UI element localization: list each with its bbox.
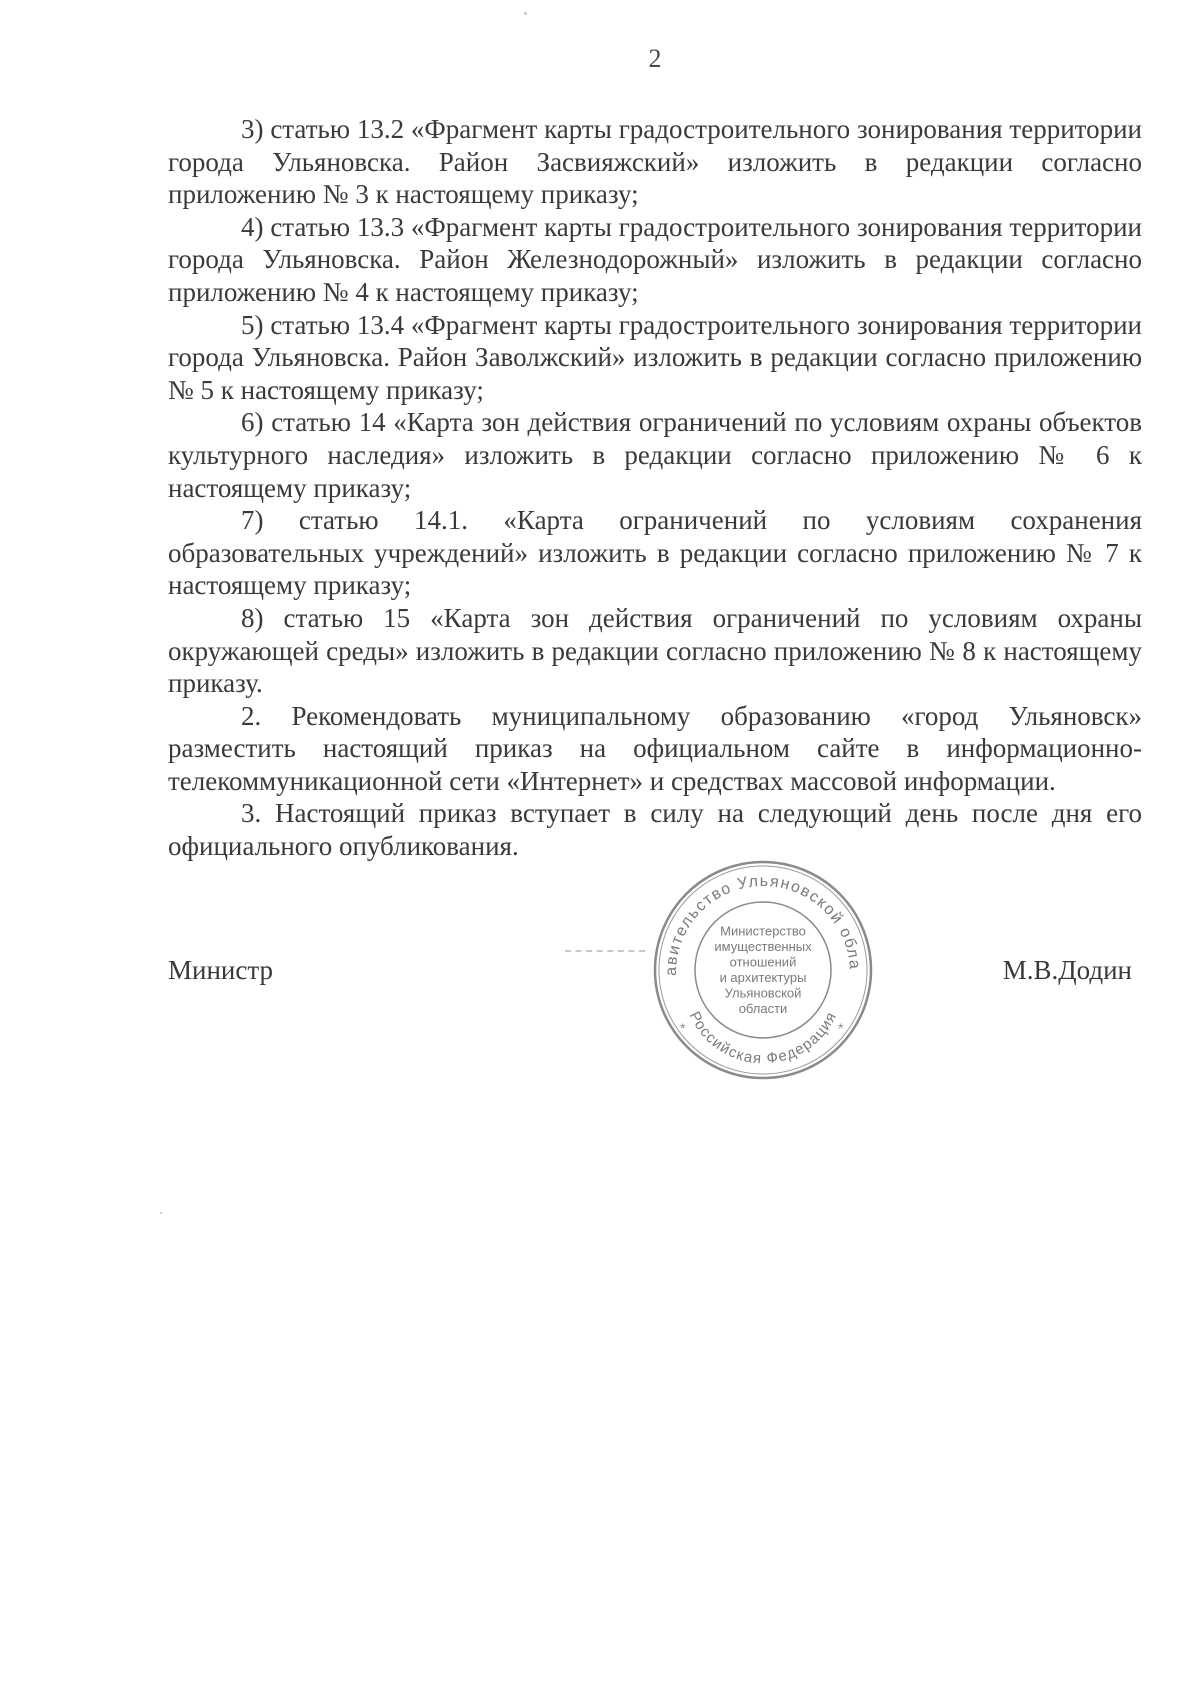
paragraph-item-3: 3) статью 13.2 «Фрагмент карты градостроительного зонирования территории города Ульяновска. Район Засвияжский» изложить в редакции согласно приложению № 3 к настоящему приказу; — [168, 114, 1142, 210]
official-seal — [648, 855, 878, 1085]
seal-center-line: и архитектуры — [719, 969, 807, 985]
paragraph-item-5: 5) статью 13.4 «Фрагмент карты градостроительного зонирования территории города Ульяновска. Район Заволжский» изложить в редакции согласно приложению № 5 к настоящему приказу; — [168, 309, 1142, 405]
seal-outer-text: авительство Ульяновской обла — [662, 872, 864, 977]
signer-name: М.В.Додин — [1002, 955, 1132, 985]
scan-speck — [524, 12, 527, 15]
seal-center-line: имущественных — [714, 938, 812, 954]
signer-title: Министр — [168, 955, 273, 985]
document-body — [168, 113, 1142, 863]
seal-bottom-text: Российская Федерация — [685, 1008, 841, 1068]
paragraph-clause-3: 3. Настоящий приказ вступает в силу на следующий день после дня его официального опубликования. — [168, 798, 1142, 862]
paragraph-item-7: 7) статью 14.1. «Карта ограничений по условиям сохранения образовательных учреждений» изложить в редакции согласно приложению № 7 к настоящему приказу; — [168, 505, 1142, 601]
star-icon: * — [680, 1020, 686, 1036]
pen-stroke-mark — [565, 950, 645, 954]
seal-center-line: Министерство — [720, 923, 806, 939]
scan-speck — [160, 1212, 162, 1214]
page-number: 2 — [648, 44, 662, 73]
seal-center-text — [714, 923, 812, 1016]
paragraph-clause-2: 2. Рекомендовать муниципальному образованию «город Ульяновск» разместить настоящий приказ на официальном сайте в информационно-телекоммуникационной сети «Интернет» и средствах массовой информации. — [168, 700, 1142, 796]
seal-center-line: области — [738, 1000, 788, 1016]
paragraph-item-8: 8) статью 15 «Карта зон действия ограничений по условиям охраны окружающей среды» изложить в редакции согласно приложению № 8 к настоящему приказу. — [168, 602, 1142, 699]
star-icon: * — [838, 1020, 844, 1036]
seal-center-line: отношений — [729, 954, 797, 970]
paragraph-item-6: 6) статью 14 «Карта зон действия ограничений по условиям охраны объектов культурного наследия» изложить в редакции согласно приложению № 6 к настоящему приказу; — [168, 407, 1142, 503]
seal-center-line: Ульяновской — [724, 985, 802, 1001]
paragraph-item-4: 4) статью 13.3 «Фрагмент карты градостроительного зонирования территории города Ульяновска. Район Железнодорожный» изложить в редакции согласно приложению № 4 к настоящему приказу; — [168, 211, 1142, 307]
